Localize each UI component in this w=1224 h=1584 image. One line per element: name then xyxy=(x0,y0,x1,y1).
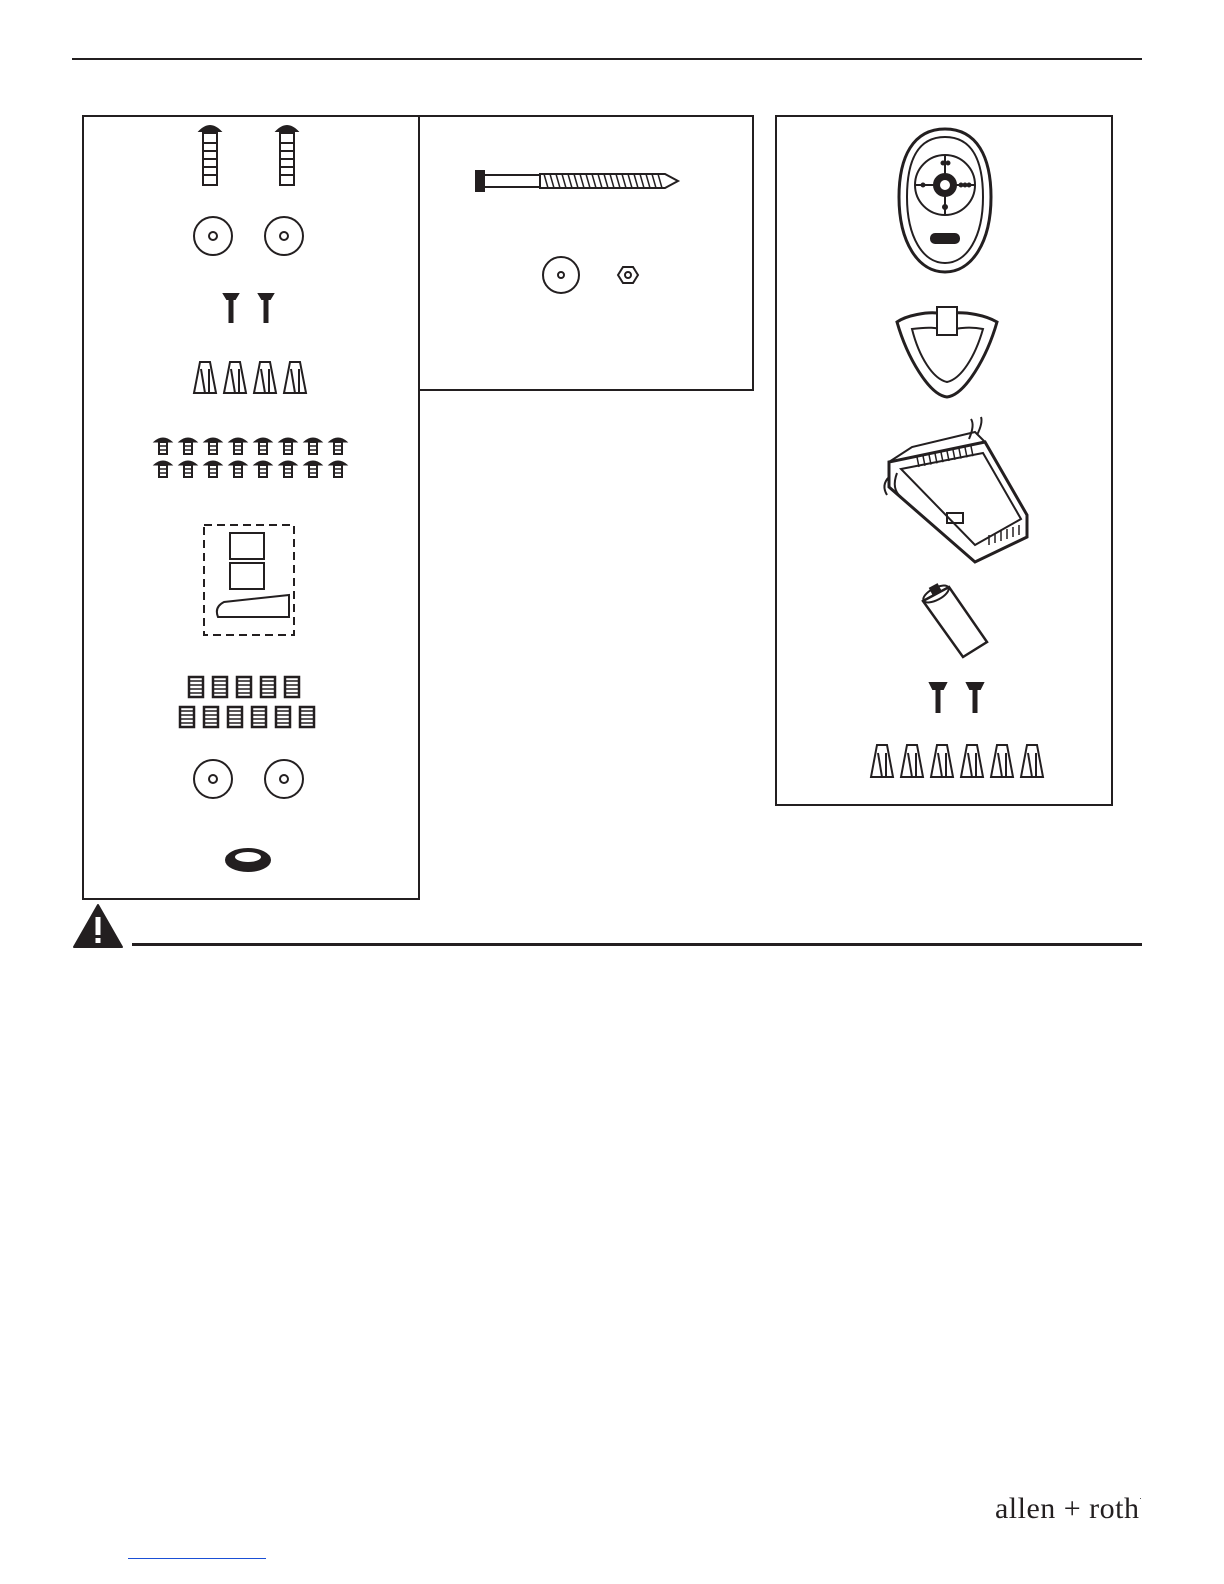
brand-name: allen + roth xyxy=(994,1492,1140,1525)
washer-icon xyxy=(543,257,579,293)
machine-screw-icon xyxy=(179,461,197,477)
machine-screw-icon xyxy=(304,461,322,477)
balance-weight-icon xyxy=(230,563,264,589)
blade-screw-icon xyxy=(237,677,251,697)
washer-icon xyxy=(265,760,303,798)
bolt-icon xyxy=(277,126,297,185)
remote-control-icon xyxy=(899,129,991,272)
battery-icon xyxy=(921,582,987,657)
balance-clip-icon xyxy=(217,595,289,617)
blade-screw-icon xyxy=(252,707,266,727)
wire-connector-icon xyxy=(961,745,983,777)
wire-connector-icon xyxy=(991,745,1013,777)
blade-screw-icon xyxy=(261,677,275,697)
wire-connector-icon xyxy=(254,362,276,393)
machine-screw-icon xyxy=(154,438,172,454)
wire-connector-icon xyxy=(1021,745,1043,777)
hardware-left-illustration xyxy=(84,117,422,902)
hardware-panel-left xyxy=(82,115,420,900)
wire-connector-row xyxy=(871,745,1043,777)
machine-screw-icon xyxy=(229,461,247,477)
wire-connector-icon xyxy=(194,362,216,393)
nut-icon xyxy=(618,267,638,283)
rubber-ring-icon xyxy=(226,849,270,871)
brand-logo xyxy=(995,1492,1142,1526)
wall-holder-icon xyxy=(897,307,997,397)
brand-mark: . xyxy=(1139,1492,1142,1501)
machine-screw-rows xyxy=(154,438,347,477)
machine-screw-icon xyxy=(329,438,347,454)
machine-screw-icon xyxy=(154,461,172,477)
machine-screw-icon xyxy=(204,461,222,477)
warning-triangle-icon xyxy=(72,903,124,949)
blade-screw-icon xyxy=(189,677,203,697)
machine-screw-icon xyxy=(229,438,247,454)
balance-kit-box xyxy=(204,525,294,635)
wire-connector-icon xyxy=(284,362,306,393)
hardware-panel-middle xyxy=(418,115,754,391)
hardware-middle-illustration xyxy=(420,117,756,393)
washer-icon xyxy=(194,760,232,798)
remote-kit-panel xyxy=(775,115,1113,806)
warning-rule xyxy=(132,943,1142,946)
machine-screw-icon xyxy=(279,438,297,454)
machine-screw-icon xyxy=(254,438,272,454)
blade-screw-icon xyxy=(204,707,218,727)
footer-link-underline[interactable] xyxy=(128,1558,266,1559)
machine-screw-icon xyxy=(329,461,347,477)
wire-connector-icon xyxy=(931,745,953,777)
machine-screw-icon xyxy=(304,438,322,454)
blade-screw-icon xyxy=(276,707,290,727)
washer-icon xyxy=(265,217,303,255)
blade-screw-icon xyxy=(300,707,314,727)
wire-connector-icon xyxy=(871,745,893,777)
header-rule xyxy=(72,58,1142,60)
bolt-icon xyxy=(200,126,220,185)
screw-icon xyxy=(259,294,273,323)
screw-icon xyxy=(930,683,946,713)
blade-screw-icon xyxy=(228,707,242,727)
blade-screw-icon xyxy=(180,707,194,727)
washer-icon xyxy=(194,217,232,255)
wire-connector-icon xyxy=(224,362,246,393)
balance-weight-icon xyxy=(230,533,264,559)
receiver-icon xyxy=(884,417,1027,562)
screw-icon xyxy=(967,683,983,713)
screw-icon xyxy=(224,294,238,323)
wire-connector-icon xyxy=(901,745,923,777)
machine-screw-icon xyxy=(254,461,272,477)
blade-screw-rows xyxy=(180,677,314,727)
machine-screw-icon xyxy=(204,438,222,454)
remote-kit-illustration xyxy=(777,117,1115,808)
machine-screw-icon xyxy=(179,438,197,454)
machine-screw-icon xyxy=(279,461,297,477)
blade-screw-icon xyxy=(285,677,299,697)
blade-screw-icon xyxy=(213,677,227,697)
